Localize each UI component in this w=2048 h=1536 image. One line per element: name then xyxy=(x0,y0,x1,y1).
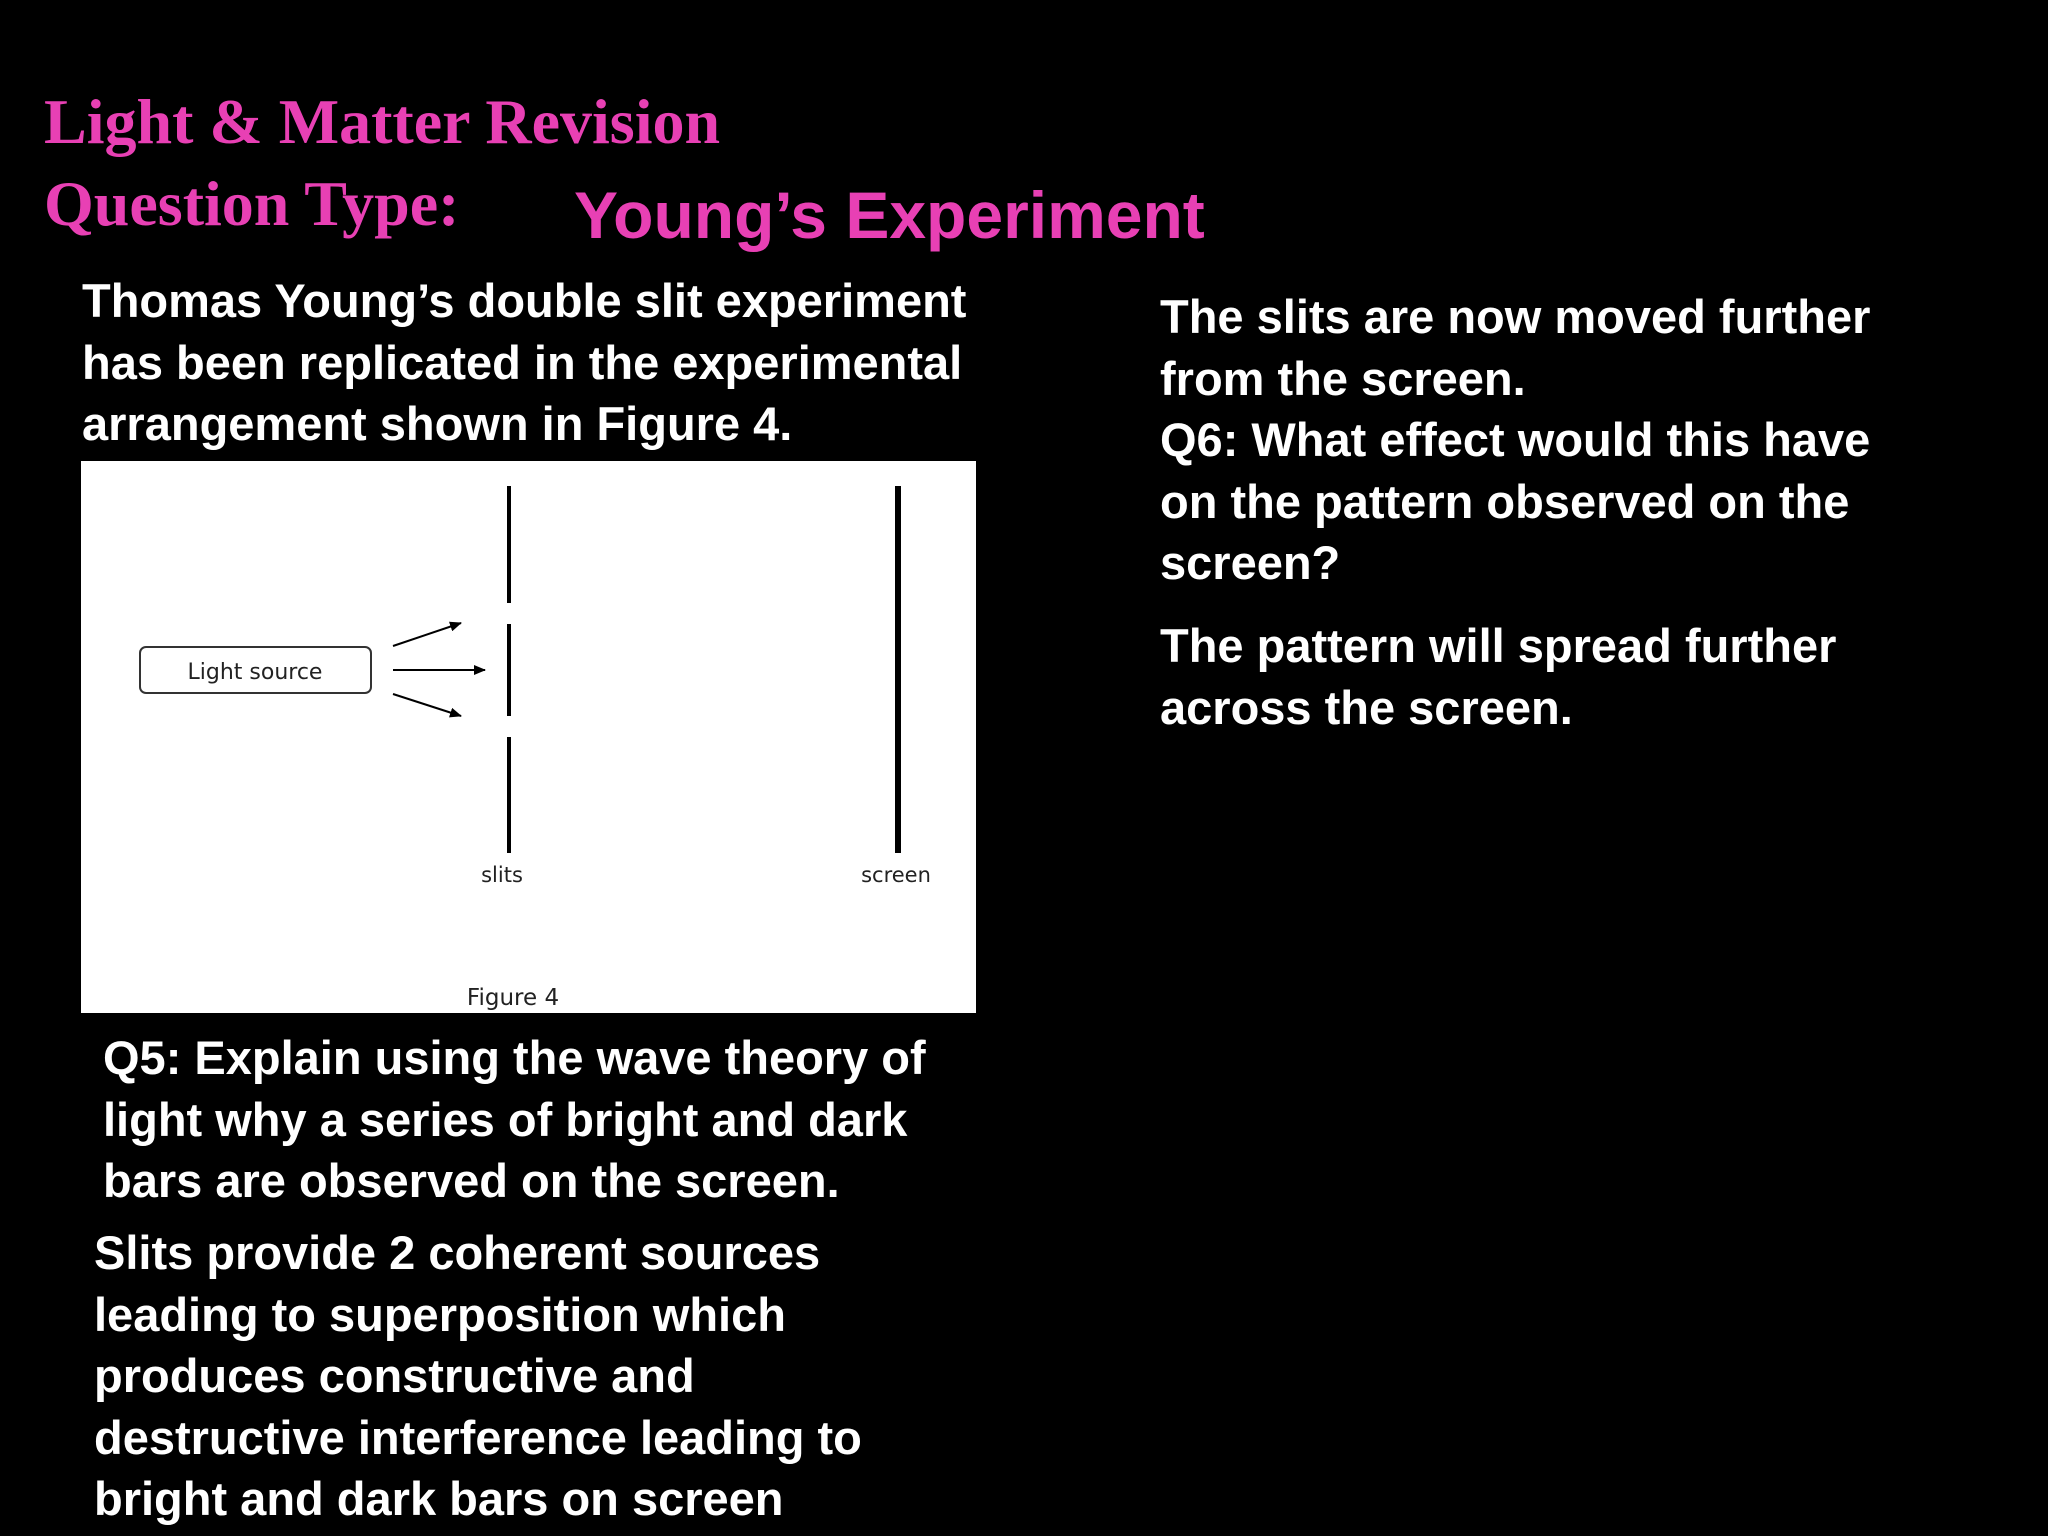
double-slit-diagram xyxy=(81,461,976,1013)
question-type-value: Young’s Experiment xyxy=(574,178,1205,252)
question-6: The slits are now moved further from the screen. Q6: What effect would this have on the pattern observed on the screen? xyxy=(1160,290,1871,589)
intro-text: Thomas Young’s double slit experiment has been replicated in the experimental arrangement shown in Figure 4. xyxy=(82,274,967,450)
answer-6: The pattern will spread further across the screen. xyxy=(1160,619,1837,734)
screen-label: screen xyxy=(861,863,931,887)
arrow-down xyxy=(393,694,461,716)
light-source-label: Light source xyxy=(187,660,323,685)
light-source-box xyxy=(140,647,371,693)
question-type-label: Question Type: xyxy=(44,168,460,239)
arrow-up xyxy=(393,623,461,646)
slits-label: slits xyxy=(481,863,523,887)
slide-title: Light & Matter Revision xyxy=(44,86,721,157)
figure-caption: Figure 4 xyxy=(466,985,560,1011)
answer-5: Slits provide 2 coherent sources leading to superposition which produces constructive and destructive interference leading to bright and dark bars on screen xyxy=(94,1226,862,1525)
figure-4-diagram xyxy=(81,461,976,1013)
question-5: Q5: Explain using the wave theory of light why a series of bright and dark bars are observed on the screen. xyxy=(103,1031,926,1207)
